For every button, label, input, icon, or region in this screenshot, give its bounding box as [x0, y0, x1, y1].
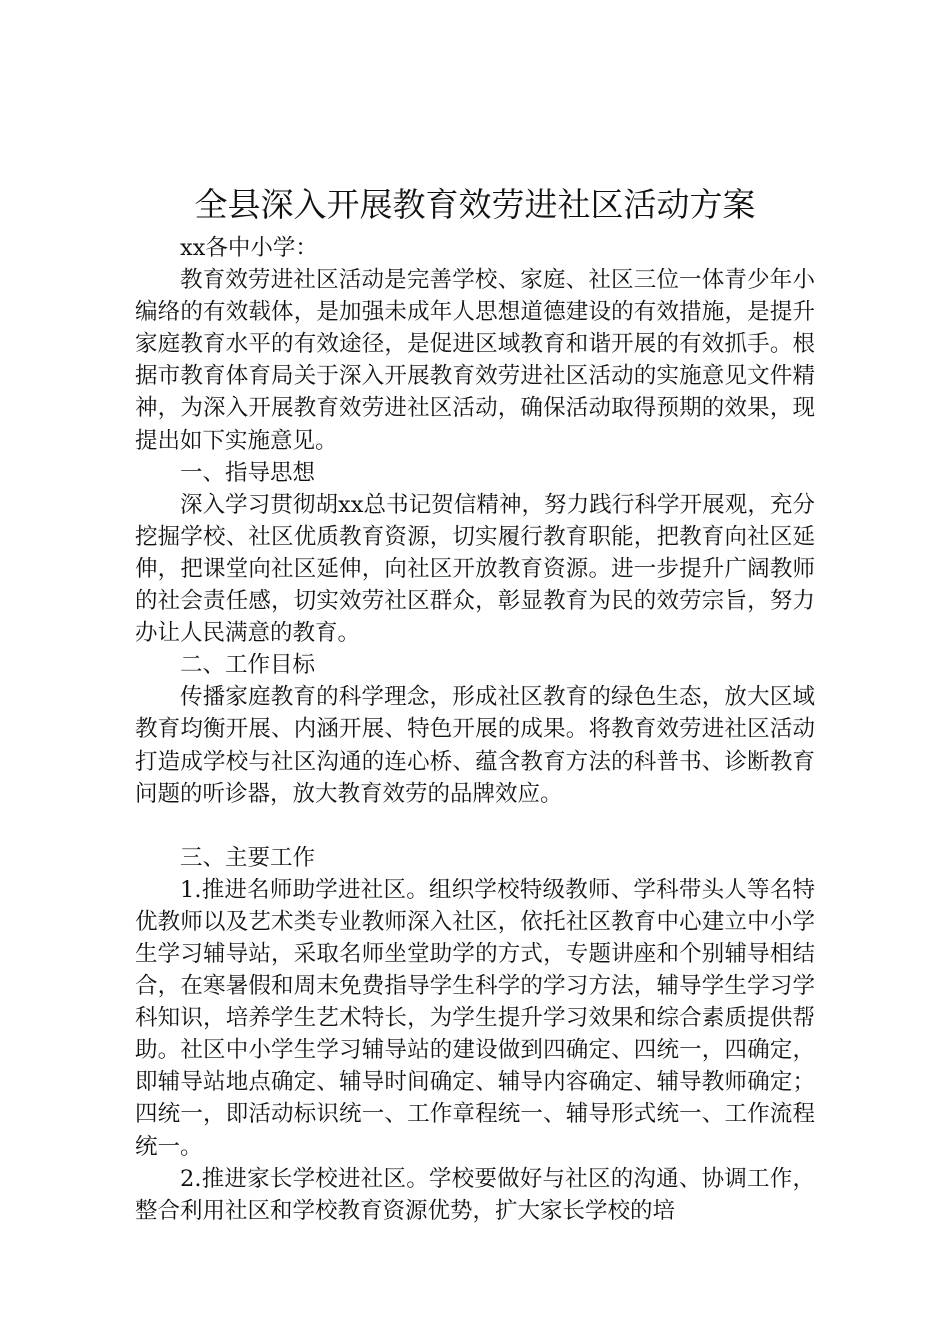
salutation: xx各中小学： — [180, 235, 318, 261]
section-heading-work-goals: 二、工作目标 — [180, 652, 316, 679]
section-heading-guiding-ideology: 一、指导思想 — [180, 459, 316, 486]
document-title: 全县深入开展教育效劳进社区活动方案 — [194, 185, 756, 224]
section-paragraph: 深入学习贯彻胡xx总书记贺信精神，努力践行科学开展观，充分挖掘学校、社区优质教育资源，切实履行教育职能，把教育向社区延伸，把课堂向社区延伸，向社区开放教育资源。进一步提升广阔教师的社会责任感，切实效劳社区群众，彰显教育为民的效劳宗旨，努力办让人民满意的教育。 — [135, 491, 815, 647]
section-heading-main-work: 三、主要工作 — [180, 844, 316, 871]
section-paragraph: 传播家庭教育的科学理念，形成社区教育的绿色生态，放大区域教育均衡开展、内涵开展、特色开展的成果。将教育效劳进社区活动打造成学校与社区沟通的连心桥、蕴含教育方法的科普书、诊断教育问题的听诊器，放大教育效劳的品牌效应。 — [135, 684, 815, 807]
section-paragraph: 1.推进名师助学进社区。组织学校特级教师、学科带头人等名特优教师以及艺术类专业教师深入社区，依托社区教育中心建立中小学生学习辅导站，采取名师坐堂助学的方式，专题讲座和个别辅导相结合，在寒暑假和周末免费指导学生科学的学习方法，辅导学生学习学科知识，培养学生艺术特长，为学生提升学习效果和综合素质提供帮助。社区中小学生学习辅导站的建设做到四确定、四统一，四确定，即辅导站地点确定、辅导时间确定、辅导内容确定、辅导教师确定；四统一，即活动标识统一、工作章程统一、辅导形式统一、工作流程统一。 — [135, 876, 815, 1160]
intro-paragraph: 教育效劳进社区活动是完善学校、家庭、社区三位一体青少年小编络的有效载体，是加强未成年人思想道德建设的有效措施，是提升家庭教育水平的有效途径，是促进区域教育和谐开展的有效抓手。根据市教育体育局关于深入开展教育效劳进社区活动的实施意见文件精神，为深入开展教育效劳进社区活动，确保活动取得预期的效果，现提出如下实施意见。 — [135, 267, 815, 454]
section-paragraph: 2.推进家长学校进社区。学校要做好与社区的沟通、协调工作，整合利用社区和学校教育资源优势，扩大家长学校的培 — [135, 1165, 815, 1224]
document-body — [135, 232, 815, 1227]
